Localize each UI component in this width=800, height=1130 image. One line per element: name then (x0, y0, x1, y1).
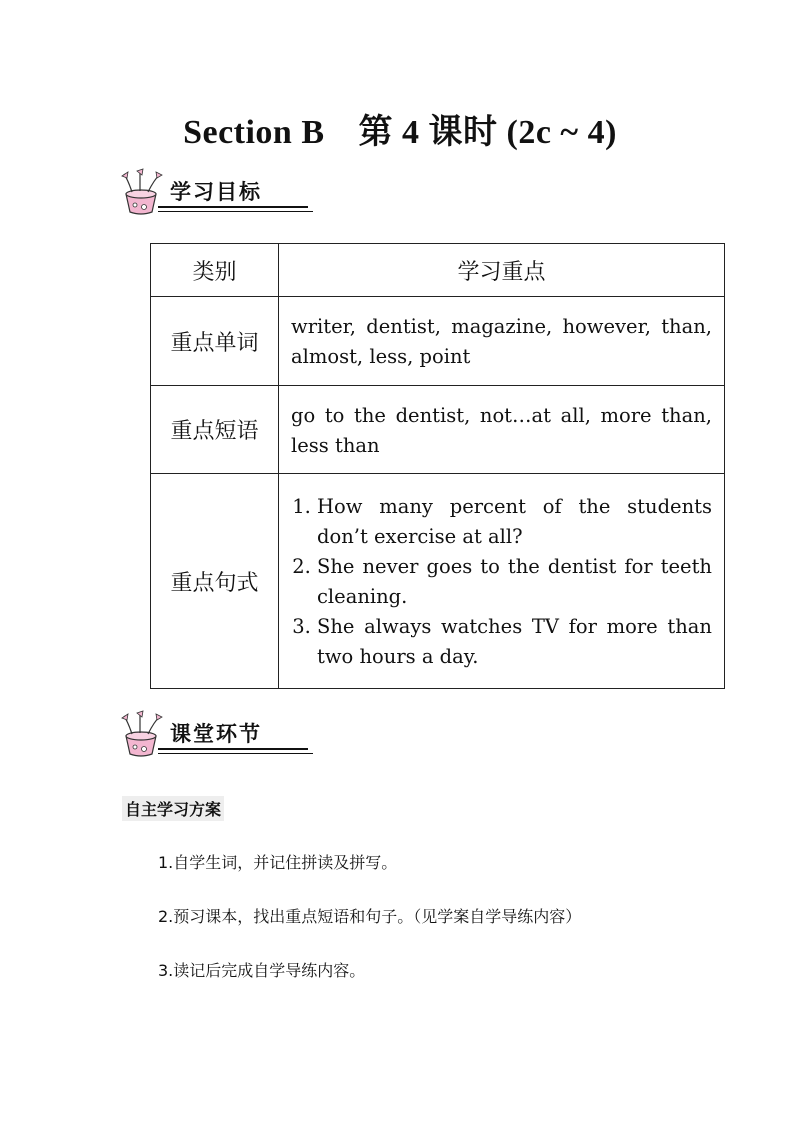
header-category: 类别 (151, 244, 279, 297)
title-lesson: 第 4 课时 (2c ~ 4) (358, 114, 617, 151)
underline (158, 206, 308, 208)
table-row (151, 386, 725, 474)
table-row (151, 297, 725, 386)
list-item: 1. How many percent of the students don’t exercise at all? (317, 492, 712, 552)
flower-pot-icon (118, 168, 164, 216)
row-content: writer, dentist, magazine, however, than, almost, less, point (279, 297, 725, 386)
row-content: go to the dentist, not…at all, more than, less than (279, 386, 725, 474)
page-title (0, 104, 800, 153)
underline (158, 753, 313, 754)
table-row (151, 474, 725, 689)
row-category: 重点句式 (151, 474, 279, 689)
underline (158, 748, 308, 750)
section-label-goals: 学习目标 (170, 180, 262, 204)
row-content (279, 474, 725, 689)
step-item: 2.预习课本，找出重点短语和句子。（见学案自学导练内容） (158, 907, 582, 926)
self-study-heading: 自主学习方案 (122, 796, 224, 821)
step-item: 1.自学生词，并记住拼读及拼写。 (158, 853, 398, 872)
section-header-class (118, 710, 298, 760)
goals-table (150, 243, 725, 689)
flower-pot-icon (118, 710, 164, 758)
list-item: 2. She never goes to the dentist for teeth cleaning. (317, 552, 712, 612)
sentence-list (291, 492, 712, 672)
row-category: 重点单词 (151, 297, 279, 386)
underline (158, 211, 313, 212)
table-header-row (151, 244, 725, 297)
row-category: 重点短语 (151, 386, 279, 474)
section-label-class: 课堂环节 (170, 722, 262, 746)
title-section: Section B (183, 114, 325, 151)
list-item: 3. She always watches TV for more than two hours a day. (317, 612, 712, 672)
section-header-goals (118, 168, 298, 218)
header-focus: 学习重点 (279, 244, 725, 297)
step-item: 3.读记后完成自学导练内容。 (158, 961, 366, 980)
